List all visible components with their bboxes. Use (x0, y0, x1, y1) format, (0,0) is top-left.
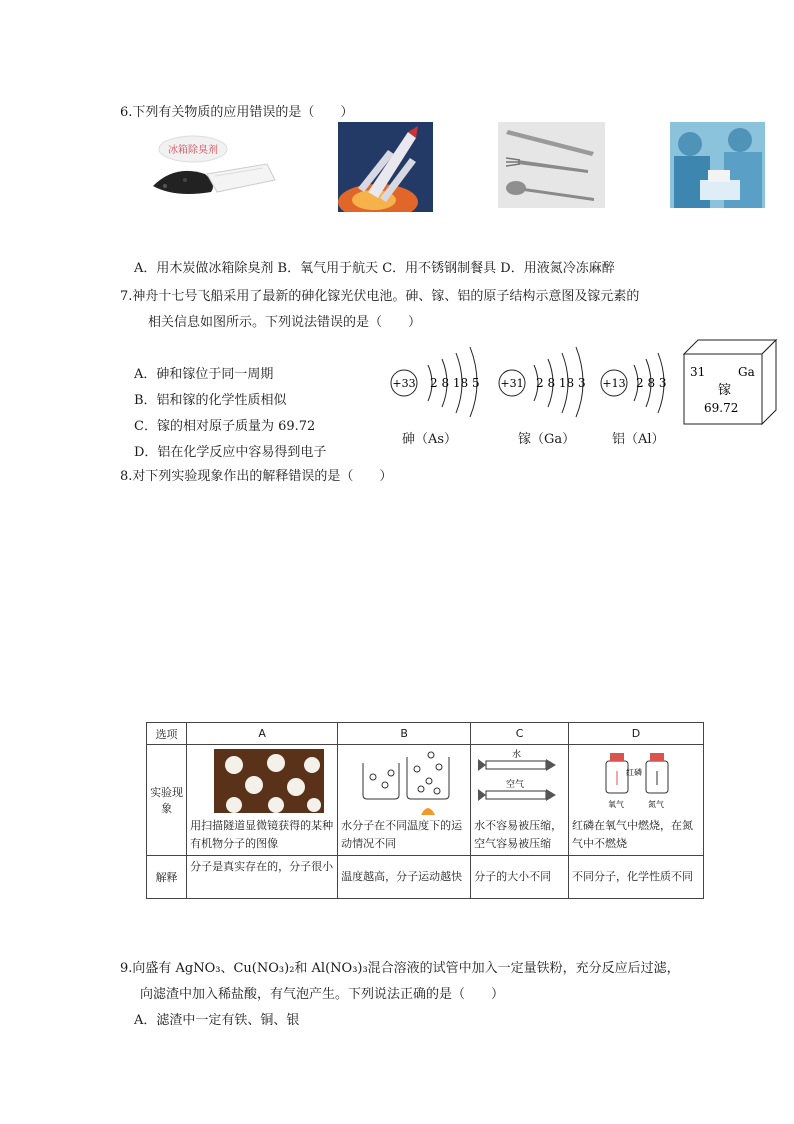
gallium-label: 镓（Ga） (518, 432, 576, 447)
aluminum-shells: 2 8 3 (636, 376, 667, 390)
oxygen-label: 氧气 (607, 800, 624, 809)
q7-option-d: D．铝在化学反应中容易得到电子 (134, 445, 327, 460)
cutlery-image (498, 122, 605, 208)
header-a: A (187, 723, 338, 745)
phenomenon-c-cell (471, 745, 569, 856)
arsenic-atom-diagram (388, 343, 496, 418)
q7-stem-line2: 相关信息如图所示。下列说法错误的是（ ） (148, 315, 422, 330)
phenomenon-a: 用扫描隧道显微镜获得的某种有机物分子的图像 (190, 819, 334, 850)
table-row-phenomenon (147, 745, 704, 856)
explanation-a: 分子是真实存在的，分子很小 (187, 856, 338, 899)
deodorizer-label: 冰箱除臭剂 (168, 145, 218, 156)
gallium-mass: 69.72 (704, 401, 739, 415)
gallium-shells: 2 8 18 3 (536, 376, 586, 390)
stm-molecule-image (190, 747, 334, 817)
q6-stem: 6.下列有关物质的应用错误的是（ ） (120, 105, 354, 120)
q9-option-a: A．滤渣中一定有铁、铜、银 (134, 1013, 300, 1028)
arsenic-nucleus: +33 (392, 377, 416, 390)
header-d: D (568, 723, 703, 745)
header-c: C (471, 723, 569, 745)
phenomenon-label: 实验现象 (147, 745, 187, 856)
q7-option-a: A．砷和镓位于同一周期 (134, 367, 274, 382)
charcoal-deodorizer-image (145, 128, 283, 198)
nitrogen-label: 氮气 (647, 800, 664, 809)
gallium-atomic-number: 31 (690, 365, 706, 379)
phenomenon-d: 红磷在氧气中燃烧，在氮气中不燃烧 (571, 819, 693, 850)
syringe-air-label: 空气 (506, 780, 525, 790)
q7-option-c: C．镓的相对原子质量为 69.72 (134, 419, 316, 434)
aluminum-nucleus: +13 (602, 377, 626, 390)
syringe-water-label: 水 (512, 750, 522, 760)
red-phosphorus-bottles-image (572, 747, 700, 817)
syringe-compression-image (474, 747, 565, 817)
header-b: B (338, 723, 471, 745)
table-header-row (147, 723, 704, 745)
phenomenon-b: 水分子在不同温度下的运动情况不同 (341, 819, 463, 850)
q8-stem: 8.对下列实验现象作出的解释错误的是（ ） (120, 469, 393, 484)
gallium-nucleus: +31 (500, 377, 524, 390)
q6-options: A．用木炭做冰箱除臭剂 B．氧气用于航天 C．用不锈钢制餐具 D．用液氮冷冻麻醉 (134, 261, 615, 276)
red-phosphorus-label: 红磷 (625, 768, 642, 777)
phenomenon-a-cell (187, 745, 338, 856)
arsenic-shells: 2 8 18 5 (430, 376, 480, 390)
water-molecule-beakers-image (341, 747, 467, 817)
explanation-b: 温度越高，分子运动越快 (338, 856, 471, 899)
explanation-label: 解释 (147, 856, 187, 899)
rocket-launch-image (338, 122, 433, 212)
explanation-d: 不同分子，化学性质不同 (568, 856, 703, 899)
gallium-symbol: Ga (738, 365, 755, 379)
table-row-explanation (147, 856, 704, 899)
phenomenon-b-cell (338, 745, 471, 856)
q9-stem-line1: 9.向盛有 AgNO₃、Cu(NO₃)₂和 Al(NO₃)₃混合溶液的试管中加入一定量铁粉，充分反应后过滤， (120, 961, 680, 976)
surgery-image (670, 122, 765, 208)
phenomenon-d-cell (568, 745, 703, 856)
phenomenon-c: 水不容易被压缩，空气容易被压缩 (474, 819, 563, 850)
explanation-c: 分子的大小不同 (471, 856, 569, 899)
aluminum-label: 铝（Al） (612, 432, 665, 447)
arsenic-label: 砷（As） (402, 432, 458, 447)
gallium-element-card (680, 336, 780, 428)
gallium-atom-diagram (496, 343, 596, 418)
q9-stem-line2: 向滤渣中加入稀盐酸，有气泡产生。下列说法正确的是（ ） (140, 987, 505, 1002)
aluminum-atom-diagram (598, 343, 668, 418)
q7-stem-line1: 7.神舟十七号飞船采用了最新的砷化镓光伏电池。砷、镓、铝的原子结构示意图及镓元素的 (120, 289, 640, 304)
header-option: 选项 (147, 723, 187, 745)
q7-option-b: B．铝和镓的化学性质相似 (134, 393, 287, 408)
experiment-table (146, 722, 704, 899)
gallium-name: 镓 (718, 383, 732, 398)
